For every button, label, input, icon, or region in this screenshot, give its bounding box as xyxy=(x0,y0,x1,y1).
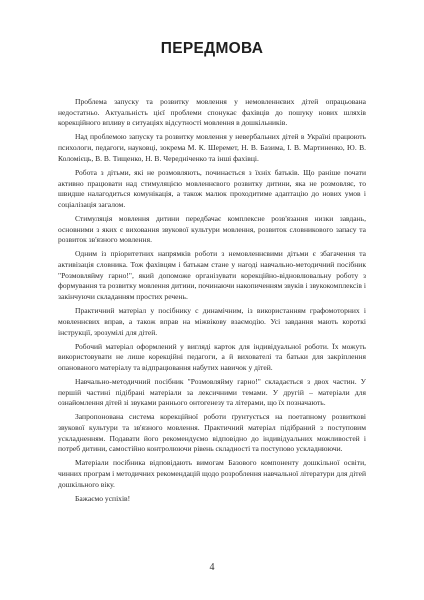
page-title: ПЕРЕДМОВА xyxy=(160,40,264,57)
paragraph: Матеріали посібника відповідають вимогам Базового компоненту дошкільної освіти, чинних програм і методичних рекомендацій щодо розроблення навчальної літератури для дітей дошкільного віку. xyxy=(58,458,366,489)
paragraph: Стимуляція мовлення дитини передбачає комплексне розв'язання низки завдань, основними з яких є виховання звукової культури мовлення, розвиток словникового запасу та розвиток зв'язного мовлення. xyxy=(58,213,366,245)
paragraph: Проблема запуску та розвитку мовлення у немовленнєвих дітей опрацьована недостатньо. Актуальність цієї проблеми спонукає фахівців до пошуку нових шляхів корекційного впливу в ситуаціях відсутності мовлення в дошкільників. xyxy=(58,97,366,128)
paragraph: Одним із пріоритетних напрямків роботи з немовленнєвими дітьми є збагачення та активізація словника. Тож фахівцям і батькам стане у нагоді навчально-методичний посібник "Розмовляйму гарно!", який допоможе організувати корекційно-відновлювальну роботу з формування та розвитку мовлення дитини, починаючи накопиченням звуків і звукокомплексів і закінчуючи складанням простих речень. xyxy=(58,249,366,302)
paragraph: Робочий матеріал оформлений у вигляді карток для індивідуальної роботи. Їх можуть використовувати не лише корекційні педагоги, а й вихователі та батьки для закріплення опанованого матеріалу та відпрацювання набутих навичок у дітей. xyxy=(58,341,366,372)
paragraph: Практичний матеріал у посібнику с динамічним, із використанням графомоторних і мовленнєвих вправ, а також вправ на міжвікову взаємодію. Усі завдання мають короткі інструкції, зрозумілі для дітей. xyxy=(58,306,366,337)
paragraph: Навчально-методичний посібник "Розмовляйму гарно!" складається з двох частин. У першій частині підібрані матеріали за лексичними темами. У другій – матеріали для ознайомлення дітей зі звуками раннього онтогенезу та літерами, що їх позначають. xyxy=(58,376,366,408)
paragraph: Над проблемою запуску та розвитку мовлення у невербальних дітей в Україні працюють психологи, педагоги, науковці, зокрема М. К. Шеремет, Н. В. Базима, І. В. Мартиненко, Ю. В. Коломієць, В. В. Тищенко, Н. В. Чередніченко та інші фахівці. xyxy=(58,132,366,163)
closing-line: Бажаємо успіхів! xyxy=(75,493,131,503)
page-number: 4 xyxy=(209,562,215,573)
paragraph: Запропонована система корекційної роботи ґрунтується на поетапному розвиткові звукової культури та зв'язного мовлення. Практичний матеріал підібраний з поступовим ускладненням. Подавати його рекомендуємо відповідно до індивідуальних можливостей і потреб дитини, самостійно контролюючи рівень складності та поступово ускладнюючи. xyxy=(58,412,366,454)
foreword-text xyxy=(58,97,366,508)
paragraph: Робота з дітьми, які не розмовляють, починається з їхніх батьків. Що раніше почати активно працювати над стимуляцією мовленнєвого розвитку дитини, яка не розмовляє, то швидше налагодиться комунікація, а також малюк проходитиме адаптацію до нових умов і соціалізація загалом. xyxy=(58,167,366,209)
